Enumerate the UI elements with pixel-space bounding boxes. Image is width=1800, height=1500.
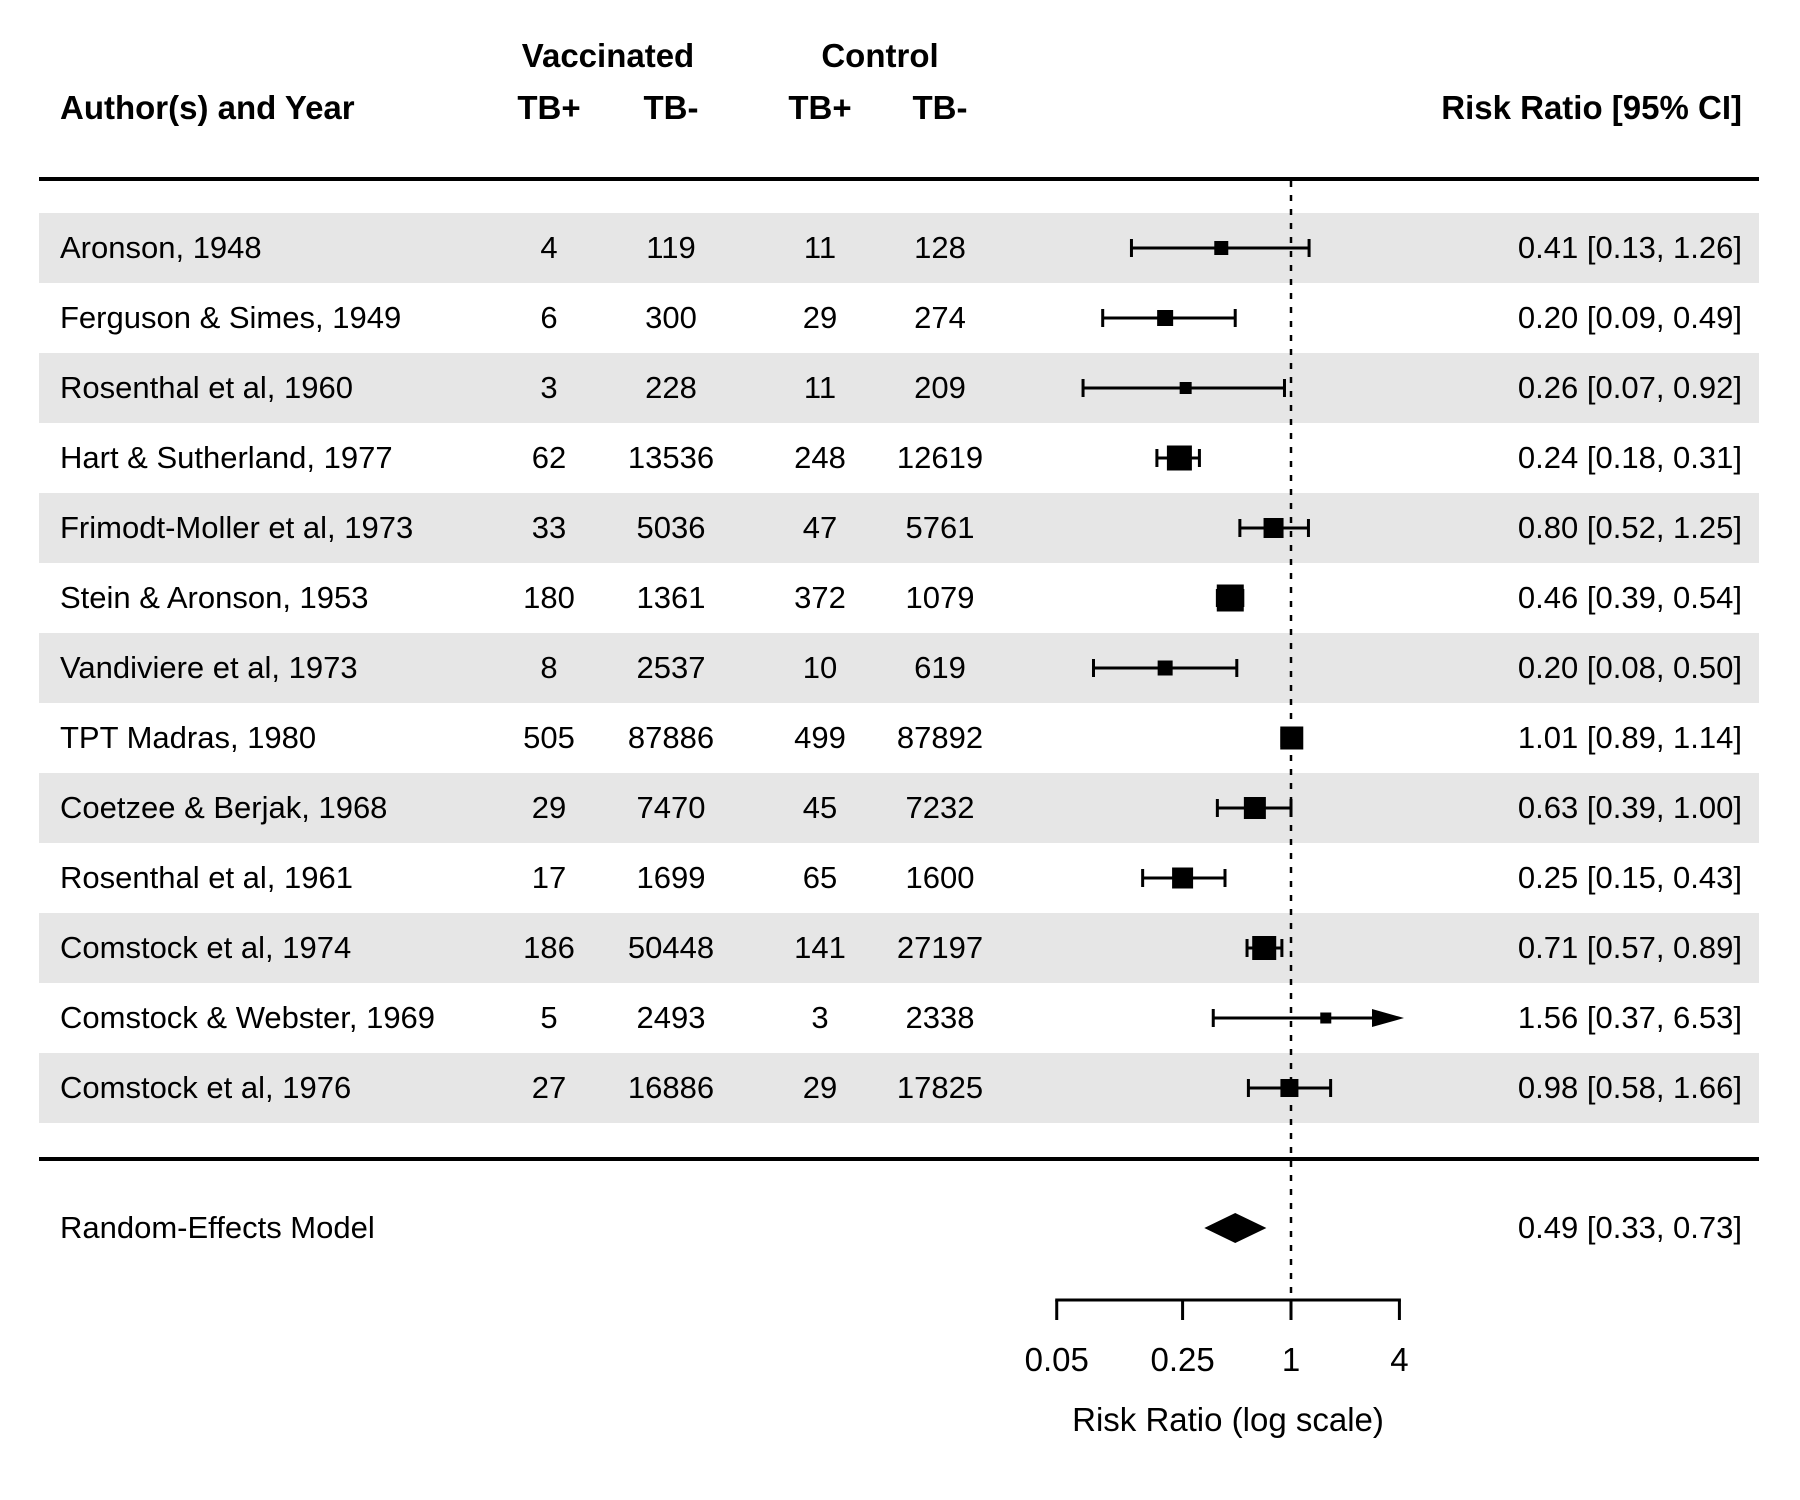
- axis-tick-label: 0.05: [1024, 1341, 1089, 1378]
- axis-tick-label: 0.25: [1150, 1341, 1215, 1378]
- study-count-vac_tb_pos: 27: [531, 1070, 567, 1105]
- ci-arrow-right: [1372, 1009, 1404, 1027]
- study-count-ctrl_tb_pos: 499: [794, 720, 846, 755]
- study-author: Comstock et al, 1976: [60, 1070, 352, 1105]
- study-count-vac_tb_pos: 3: [540, 370, 558, 405]
- study-count-ctrl_tb_pos: 10: [802, 650, 838, 685]
- study-count-ctrl_tb_pos: 372: [794, 580, 846, 615]
- study-count-ctrl_tb_pos: 141: [794, 930, 846, 965]
- study-count-ctrl_tb_pos: 47: [802, 510, 838, 545]
- study-author: Rosenthal et al, 1961: [60, 860, 353, 895]
- effect-square: [1214, 241, 1228, 255]
- study-count-vac_tb_neg: 13536: [627, 440, 715, 475]
- study-ci-value: 1.01 [0.89, 1.14]: [1517, 720, 1742, 755]
- study-author: Stein & Aronson, 1953: [60, 580, 369, 615]
- study-count-vac_tb_pos: 8: [540, 650, 558, 685]
- effect-square: [1157, 310, 1173, 326]
- study-count-vac_tb_neg: 300: [645, 300, 697, 335]
- study-count-vac_tb_neg: 2537: [636, 650, 706, 685]
- study-count-ctrl_tb_pos: 65: [802, 860, 838, 895]
- study-ci-value: 0.71 [0.57, 0.89]: [1517, 930, 1742, 965]
- study-author: Comstock et al, 1974: [60, 930, 352, 965]
- effect-square: [1217, 585, 1244, 612]
- study-author: Rosenthal et al, 1960: [60, 370, 353, 405]
- study-author: Hart & Sutherland, 1977: [60, 440, 393, 475]
- study-count-ctrl_tb_neg: 619: [914, 650, 966, 685]
- top-rule: [39, 177, 1759, 181]
- study-count-vac_tb_neg: 228: [645, 370, 697, 405]
- study-author: TPT Madras, 1980: [60, 720, 317, 755]
- study-count-vac_tb_neg: 119: [646, 230, 696, 265]
- col-header-vac-tbpos: TB+: [517, 89, 581, 126]
- study-count-vac_tb_pos: 29: [531, 790, 567, 825]
- study-count-vac_tb_pos: 505: [523, 720, 575, 755]
- study-count-ctrl_tb_neg: 128: [914, 230, 966, 265]
- effect-square: [1180, 382, 1192, 394]
- study-count-vac_tb_pos: 33: [531, 510, 567, 545]
- study-ci-value: 0.24 [0.18, 0.31]: [1517, 440, 1742, 475]
- study-count-vac_tb_neg: 16886: [627, 1070, 715, 1105]
- col-header-ctrl-tbpos: TB+: [788, 89, 852, 126]
- study-count-vac_tb_pos: 186: [523, 930, 575, 965]
- summary-diamond: [1204, 1213, 1266, 1243]
- study-count-ctrl_tb_neg: 5761: [905, 510, 975, 545]
- study-count-vac_tb_neg: 5036: [636, 510, 706, 545]
- study-count-vac_tb_pos: 4: [540, 230, 558, 265]
- study-ci-value: 0.25 [0.15, 0.43]: [1517, 860, 1742, 895]
- effect-square: [1252, 936, 1276, 960]
- axis-tick-label: 1: [1281, 1341, 1301, 1378]
- study-count-vac_tb_pos: 6: [540, 300, 558, 335]
- study-count-vac_tb_neg: 50448: [627, 930, 715, 965]
- effect-square: [1158, 661, 1173, 676]
- summary-separator-rule: [39, 1157, 1759, 1161]
- study-ci-value: 0.26 [0.07, 0.92]: [1517, 370, 1742, 405]
- study-count-ctrl_tb_neg: 87892: [896, 720, 984, 755]
- study-ci-value: 0.20 [0.09, 0.49]: [1517, 300, 1742, 335]
- study-count-vac_tb_neg: 87886: [627, 720, 715, 755]
- study-author: Frimodt-Moller et al, 1973: [60, 510, 414, 545]
- col-header-ctrl-tbneg: TB-: [912, 89, 968, 126]
- axis-title: Risk Ratio (log scale): [1072, 1401, 1384, 1438]
- study-count-ctrl_tb_neg: 209: [914, 370, 966, 405]
- study-author: Ferguson & Simes, 1949: [60, 300, 402, 335]
- study-count-vac_tb_neg: 2493: [636, 1000, 706, 1035]
- study-count-ctrl_tb_pos: 29: [802, 1070, 838, 1105]
- study-count-ctrl_tb_neg: 7232: [905, 790, 975, 825]
- study-count-ctrl_tb_pos: 11: [803, 230, 837, 265]
- effect-square: [1172, 868, 1193, 889]
- study-ci-value: 0.20 [0.08, 0.50]: [1517, 650, 1742, 685]
- study-count-ctrl_tb_neg: 12619: [896, 440, 984, 475]
- study-author: Coetzee & Berjak, 1968: [60, 790, 388, 825]
- col-header-vac-tbneg: TB-: [643, 89, 699, 126]
- study-count-ctrl_tb_pos: 29: [802, 300, 838, 335]
- effect-square: [1320, 1013, 1331, 1024]
- study-count-ctrl_tb_neg: 27197: [896, 930, 984, 965]
- axis-tick-label: 4: [1390, 1341, 1409, 1378]
- study-count-vac_tb_neg: 7470: [636, 790, 706, 825]
- study-ci-value: 1.56 [0.37, 6.53]: [1517, 1000, 1742, 1035]
- study-count-ctrl_tb_pos: 45: [802, 790, 838, 825]
- author-column-header: Author(s) and Year: [60, 89, 355, 126]
- study-count-ctrl_tb_neg: 17825: [896, 1070, 984, 1105]
- study-count-vac_tb_neg: 1699: [636, 860, 706, 895]
- effect-column-header: Risk Ratio [95% CI]: [1441, 89, 1742, 126]
- study-count-ctrl_tb_pos: 11: [803, 370, 837, 405]
- effect-square: [1264, 518, 1284, 538]
- study-ci-value: 0.41 [0.13, 1.26]: [1517, 230, 1742, 265]
- study-author: Comstock & Webster, 1969: [60, 1000, 436, 1035]
- study-author: Vandiviere et al, 1973: [60, 650, 358, 685]
- study-count-vac_tb_pos: 17: [531, 860, 567, 895]
- group-header-vaccinated: Vaccinated: [521, 37, 695, 74]
- study-count-vac_tb_pos: 5: [540, 1000, 558, 1035]
- effect-square: [1280, 727, 1303, 750]
- study-count-ctrl_tb_neg: 274: [914, 300, 966, 335]
- study-count-vac_tb_pos: 180: [523, 580, 575, 615]
- study-ci-value: 0.46 [0.39, 0.54]: [1517, 580, 1742, 615]
- study-author: Aronson, 1948: [60, 230, 262, 265]
- study-ci-value: 0.80 [0.52, 1.25]: [1517, 510, 1742, 545]
- study-count-ctrl_tb_neg: 2338: [905, 1000, 975, 1035]
- study-count-ctrl_tb_pos: 248: [794, 440, 846, 475]
- study-count-ctrl_tb_pos: 3: [811, 1000, 829, 1035]
- study-ci-value: 0.63 [0.39, 1.00]: [1517, 790, 1742, 825]
- study-count-ctrl_tb_neg: 1600: [905, 860, 975, 895]
- effect-square: [1244, 797, 1266, 819]
- study-count-ctrl_tb_neg: 1079: [905, 580, 975, 615]
- group-header-control: Control: [821, 37, 939, 74]
- effect-square: [1280, 1079, 1298, 1097]
- summary-label: Random-Effects Model: [60, 1210, 375, 1245]
- study-count-vac_tb_neg: 1361: [636, 580, 706, 615]
- summary-ci-value: 0.49 [0.33, 0.73]: [1517, 1210, 1742, 1245]
- study-count-vac_tb_pos: 62: [531, 440, 567, 475]
- study-ci-value: 0.98 [0.58, 1.66]: [1517, 1070, 1742, 1105]
- effect-square: [1167, 446, 1192, 471]
